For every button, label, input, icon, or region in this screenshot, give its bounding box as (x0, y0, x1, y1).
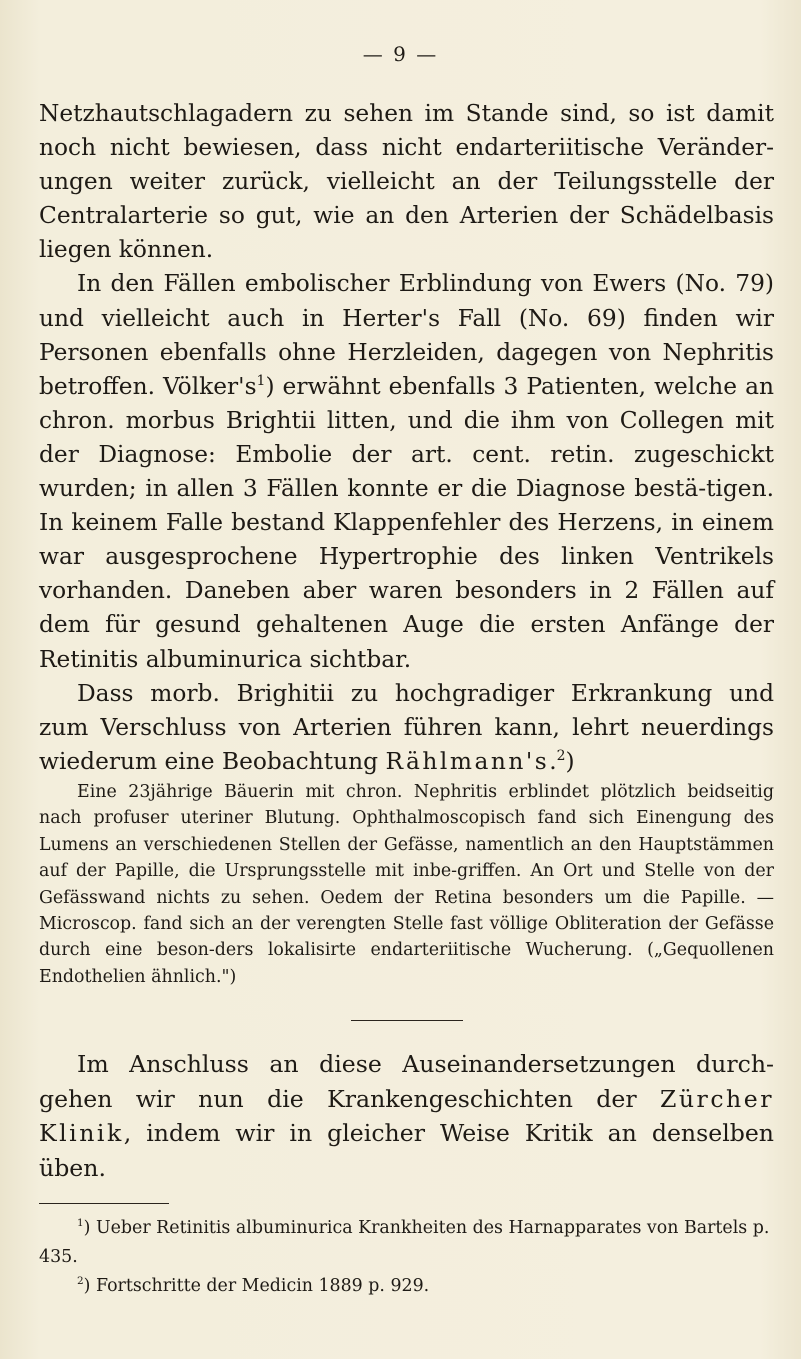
footnote-1-text: ) Ueber Retinitis albuminurica Krankheiten des Harnapparates von Bartels p. 435. (39, 1218, 770, 1268)
page-number: — 9 — (362, 42, 439, 66)
footnote-divider (39, 1203, 169, 1204)
paragraph-4-text-b: , indem wir in gleicher Weise Kritik an denselben üben. (39, 1119, 774, 1182)
paragraph-2-text-a: In den Fällen embolischer Erblindung von Ewers (No. 79) und vielleicht auch in Herter's Fall (No. 69) finden wir Personen ebenfalls ohne Herzleiden, dagegen von Nephritis betroffen. Völker's (39, 270, 774, 400)
section-divider (351, 1020, 463, 1021)
footnote-ref-1[interactable]: 1 (256, 372, 266, 389)
footnote-2-text: ) Fortschritte der Medicin 1889 p. 929. (83, 1276, 430, 1297)
paragraph-2-text-b: ) erwähnt ebenfalls 3 Patienten, welche an chron. morbus Brightii litten, und die ihm von Collegen mit der Diagnose: Embolie der art. cent. retin. zugeschickt wurden; in allen 3 Fällen konnte er die Diagnose bestä-tigen. In keinem Falle bestand Klappenfehler des Herzens, in einem war ausgesprochene Hypertrophie des linken Ventrikels vorhanden. Daneben aber waren besonders in 2 Fällen auf dem für gesund gehaltenen Auge die ersten Anfänge der Retinitis albuminurica sichtbar. (39, 372, 774, 673)
paragraph-3-text-c: ) (565, 747, 575, 775)
paragraph-1: Netzhautschlagadern zu sehen im Stande sind, so ist damit noch nicht bewiesen, dass nicht endarteriitische Veränder-ungen weiter zurück, vielleicht an der Teilungsstelle der Centralarterie so gut, wie an den Arterien der Schädelbasis liegen können. (39, 100, 774, 264)
paragraph-2 (39, 267, 774, 676)
paragraph-4-text-a: Im Anschluss an diese Auseinandersetzungen durch-gehen wir nun die Krankengeschichten der (39, 1050, 774, 1113)
case-report: Eine 23jährige Bäuerin mit chron. Nephritis erblindet plötzlich beidseitig nach profuser uteriner Blutung. Ophthalmoscopisch fand sich Einengung des Lumens an verschiedenen Stellen der Gefässe, namentlich an den Hauptstämmen auf der Papille, die Ursprungsstelle mit inbe-griffen. An Ort und Stelle von der Gefässwand nichts zu sehen. Oedem der Retina besonders um die Papille. — Microscop. fand sich an der verengten Stelle fast völlige Obliteration der Gefässe durch eine beson-ders lokalisirte endarteriitische Wucherung. („Gequollenen Endothelien ähnlich.") (39, 781, 774, 987)
paragraph-3-text-b: . (549, 747, 557, 775)
footnote-1 (39, 1214, 774, 1272)
footnote-1-mark: 1 (77, 1217, 84, 1230)
footnote-2 (39, 1272, 774, 1301)
paragraph-4 (39, 1047, 774, 1185)
footnote-2-mark: 2 (77, 1275, 84, 1288)
paragraph-3 (39, 677, 774, 779)
footnote-ref-2[interactable]: 2 (556, 748, 566, 765)
paragraph-3-text-a: Dass morb. Brighitii zu hochgradiger Erkrankung und zum Verschluss von Arterien führen kann, lehrt neuerdings wiederum eine Beobachtung (39, 679, 774, 775)
body-text (39, 97, 774, 1301)
author-name: Rählmann's (385, 747, 550, 775)
clinic-name: Zürcher Klinik (39, 1084, 774, 1148)
